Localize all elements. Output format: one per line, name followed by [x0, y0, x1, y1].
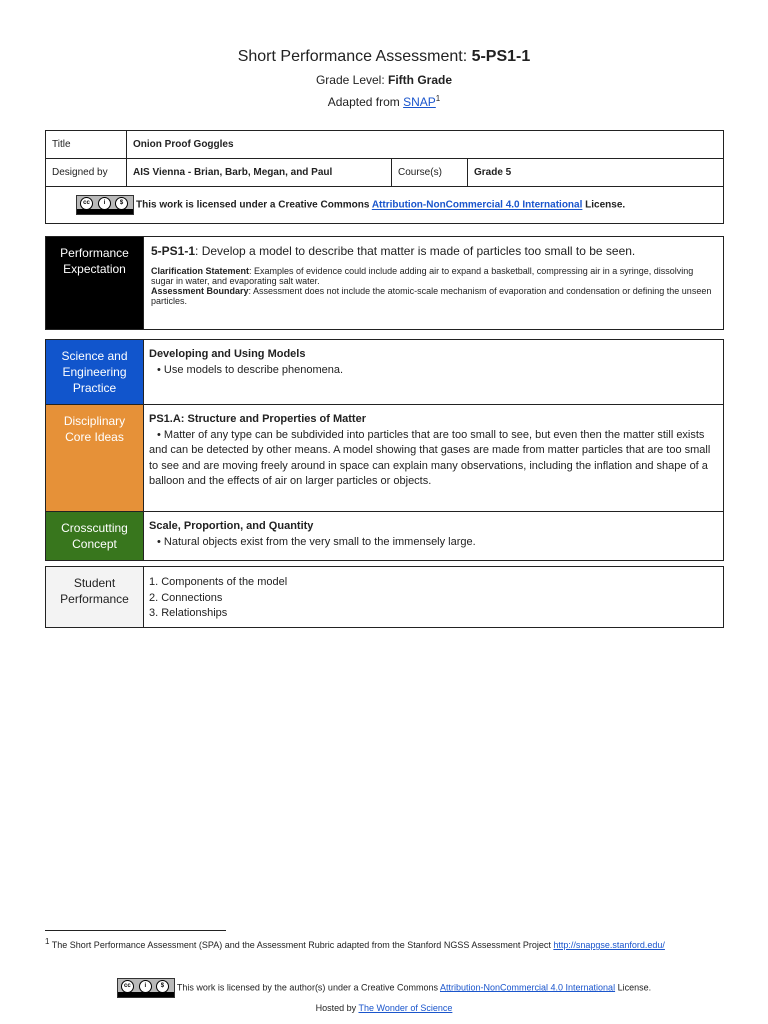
ccc-label: Crosscutting Concept	[46, 512, 144, 561]
standard-code: 5-PS1-1	[471, 48, 531, 65]
dci-body: PS1.A: Structure and Properties of Matter • Matter of any type can be subdivided into particles that are too small to see, but even then the matter still exists and can be detected by other means. A model showing that gases are made from matter particles that are too small to see and are moving freely around in space can explain many observations, including the inflation and shape of a balloon and the effects of air on larger particles or objects.	[144, 405, 724, 512]
list-item: 2. Connections	[149, 591, 223, 604]
courses-value: Grade 5	[468, 159, 724, 187]
list-item: 1. Components of the model	[149, 576, 288, 588]
designed-by-value: AIS Vienna - Brian, Barb, Megan, and Paul	[127, 159, 392, 187]
designed-by-label: Designed by	[46, 159, 127, 187]
license-row: cc i $ This work is licensed under a Creative Commons Attribution-NonCommercial 4.0 International License.	[46, 187, 724, 224]
hosted-by: Hosted by The Wonder of Science	[315, 1003, 453, 1013]
sep-body: Developing and Using Models • Use models to describe phenomena.	[144, 340, 724, 405]
footnote-ref[interactable]: 1	[435, 94, 441, 103]
title-label: Title	[46, 131, 127, 159]
snap-link[interactable]: SNAP	[403, 95, 436, 109]
grade-level: Grade Level: Fifth Grade	[315, 73, 453, 87]
list-item: 3. Relationships	[149, 607, 228, 619]
snap-url-link[interactable]: http://snapgse.stanford.edu/	[553, 940, 665, 950]
title-value: Onion Proof Goggles	[127, 131, 724, 159]
three-dimensions-table	[45, 339, 724, 561]
info-table	[45, 130, 724, 224]
dci-label: Disciplinary Core Ideas	[46, 405, 144, 512]
performance-expectation-table	[45, 236, 724, 330]
page-title: Short Performance Assessment: 5-PS1-1	[237, 48, 531, 65]
ccc-body: Scale, Proportion, and Quantity • Natural objects exist from the very small to the immensely large.	[144, 512, 724, 561]
cc-by-nc-badge-icon: cc i $	[76, 195, 134, 215]
student-performance-label: Student Performance	[46, 567, 144, 628]
footnote-divider	[45, 930, 226, 931]
wonder-of-science-link[interactable]: The Wonder of Science	[358, 1003, 453, 1013]
footer-license-link[interactable]: Attribution-NonCommercial 4.0 International	[439, 982, 616, 993]
footer-license: cc i $ This work is licensed by the author(s) under a Creative Commons Attribution-NonCommercial 4.0 International License.	[0, 978, 768, 998]
footnote: $^1$ The Short Performance Assessment (SPA) and the Assessment Rubric adapted from the Stanford NGSS Assessment Project http://snapgse.stanford.edu/	[45, 937, 665, 950]
student-performance-table	[45, 566, 724, 628]
courses-label: Course(s)	[392, 159, 468, 187]
cc-by-nc-badge-icon: cc i $	[117, 978, 175, 998]
performance-expectation-body: 5-PS1-1: Develop a model to describe that matter is made of particles too small to be seen. Clarification Statement: Examples of evidence could include adding air to expand a basketball, compressing air in a syringe, dissolving sugar in water, and evaporating salt water. Assessment Boundary: Assessment does not include the atomic-scale mechanism of evaporation and condensation or defining the unseen particles.	[144, 237, 724, 330]
sep-label: Science and Engineering Practice	[46, 340, 144, 405]
license-link[interactable]: Attribution-NonCommercial 4.0 International	[371, 199, 583, 211]
adapted-from: Adapted from SNAP$^1$	[327, 94, 441, 109]
performance-expectation-label: Performance Expectation	[46, 237, 144, 330]
student-performance-list	[144, 567, 724, 628]
